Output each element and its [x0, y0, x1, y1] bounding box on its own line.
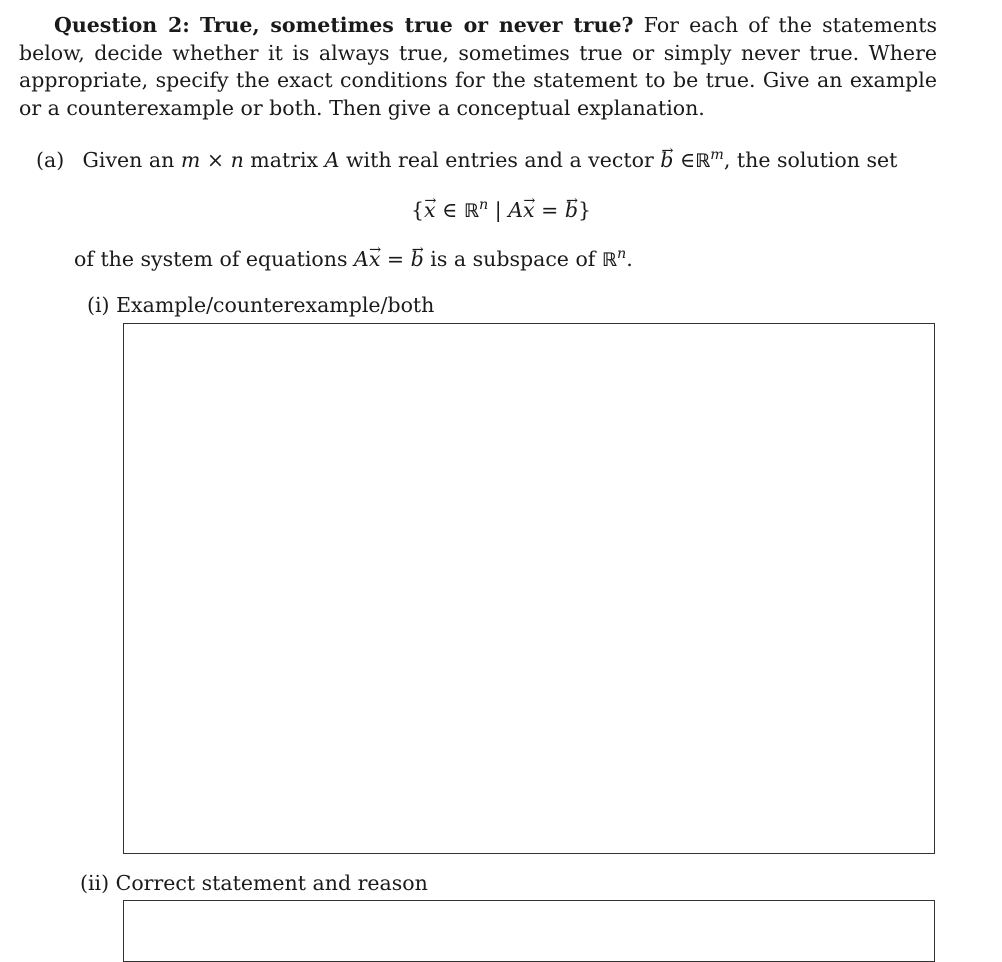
- subpart-i-text: Example/counterexample/both: [116, 293, 435, 317]
- subpart-i-label: (i): [87, 293, 110, 317]
- subpart-ii-label: (ii): [80, 871, 110, 895]
- cont-text-1: of the system of equations: [74, 247, 348, 271]
- math-sup-n: n: [478, 197, 489, 214]
- set-open-brace: {: [410, 198, 425, 222]
- answer-box-ii[interactable]: [123, 900, 935, 962]
- vector-x-3: → x: [369, 245, 381, 273]
- math-in: ∈: [679, 148, 696, 172]
- vector-x: → x: [424, 196, 436, 224]
- math-times: ×: [206, 148, 225, 172]
- part-a-label: (a): [36, 148, 65, 172]
- vector-b-2: → b: [565, 196, 578, 224]
- period: .: [626, 247, 633, 271]
- vector-b: → b: [660, 146, 673, 174]
- math-in-2: ∈: [442, 198, 458, 222]
- math-A: A: [324, 148, 340, 172]
- math-R-2: ℝ: [463, 200, 479, 222]
- part-a-text-1: Given an: [82, 148, 175, 172]
- math-sup-m: m: [710, 147, 724, 164]
- math-R: ℝ: [695, 150, 711, 172]
- cont-text-2: is a subspace of: [430, 247, 596, 271]
- vector-x-2: → x: [523, 196, 535, 224]
- math-R-3: ℝ: [601, 249, 618, 271]
- part-a-text-2: matrix: [250, 148, 319, 172]
- math-sup-n-2: n: [617, 246, 627, 263]
- set-bar: |: [494, 198, 502, 222]
- math-m: m: [180, 148, 201, 172]
- part-a-text-3: with real entries and a vector: [346, 148, 654, 172]
- subpart-ii-text: Correct statement and reason: [115, 871, 428, 895]
- set-close-brace: }: [577, 198, 591, 222]
- part-a-statement: [36, 146, 936, 175]
- subpart-ii-heading: [80, 869, 428, 897]
- math-A-3: A: [354, 247, 369, 271]
- part-a-text-4: , the solution set: [723, 148, 898, 172]
- subpart-i-heading: [87, 291, 434, 319]
- question-intro: [19, 12, 937, 122]
- question-instructions: For each of the statements below, decide whether it is always true, sometimes true or simply never true. Where appropriate, specify the exact conditions for the statement to be true. Give an example or a counterexample or both. Then give a conceptual explanation.: [19, 13, 937, 120]
- question-title: True, sometimes true or never true?: [199, 13, 634, 37]
- part-a-continuation: [74, 245, 934, 274]
- answer-box-i[interactable]: [123, 323, 935, 854]
- math-A-2: A: [508, 198, 524, 222]
- math-eq: =: [541, 198, 559, 222]
- math-eq-2: =: [386, 247, 405, 271]
- math-n: n: [230, 148, 244, 172]
- vector-b-3: → b: [411, 245, 424, 273]
- question-number: Question 2:: [54, 13, 190, 37]
- solution-set-equation: [0, 196, 1002, 225]
